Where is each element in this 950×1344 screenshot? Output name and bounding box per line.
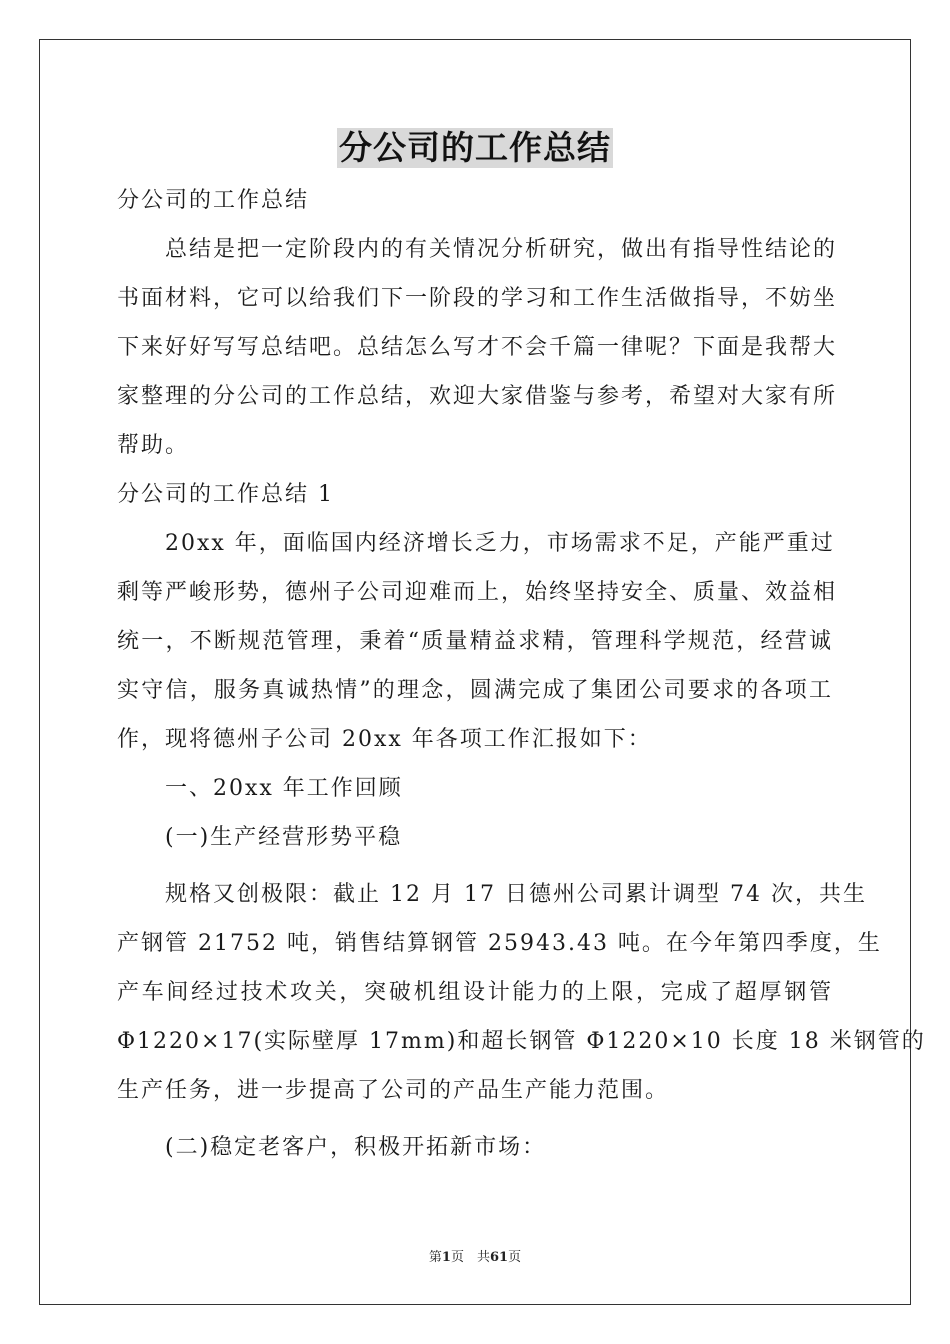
- sub-heading-production: (一)生产经营形势平稳: [165, 825, 403, 850]
- title-container: [0, 128, 950, 168]
- paragraph-line: 统一，不断规范管理，秉着“质量精益求精，管理科学规范，经营诚: [117, 629, 833, 654]
- paragraph-line: 产车间经过技术攻关，突破机组设计能力的上限，完成了超厚钢管: [117, 980, 833, 1005]
- paragraph-line: 实守信，服务真诚热情”的理念，圆满完成了集团公司要求的各项工: [117, 678, 833, 703]
- paragraph-overview: [117, 519, 838, 764]
- page-footer: [0, 1246, 950, 1265]
- footer-suffix: 页: [508, 1250, 522, 1265]
- heading-work-review: 一、20xx 年工作回顾: [165, 776, 403, 801]
- paragraph-line: 规格又创极限：截止 12 月 17 日德州公司累计调型 74 次，共生: [165, 882, 867, 907]
- document-title: 分公司的工作总结: [339, 128, 611, 167]
- footer-middle: 页 共: [450, 1250, 490, 1265]
- paragraph-line: Φ1220×17(实际壁厚 17mm)和超长钢管 Φ1220×10 长度 18 米钢管的: [117, 1029, 926, 1054]
- paragraph-line: 家整理的分公司的工作总结，欢迎大家借鉴与参考，希望对大家有所: [117, 384, 838, 409]
- intro-paragraph: [117, 225, 838, 470]
- paragraph-line: 产钢管 21752 吨，销售结算钢管 25943.43 吨。在今年第四季度，生: [117, 931, 882, 956]
- current-page-number: 1: [441, 1250, 451, 1265]
- section-heading: 分公司的工作总结 1: [117, 482, 334, 507]
- paragraph-line: 帮助。: [117, 433, 190, 458]
- paragraph-line: 剩等严峻形势，德州子公司迎难而上，始终坚持安全、质量、效益相: [117, 580, 838, 605]
- footer-prefix: 第: [428, 1250, 442, 1265]
- paragraph-line: 下来好好写写总结吧。总结怎么写才不会千篇一律呢？下面是我帮大: [117, 335, 838, 360]
- total-pages: 61: [489, 1250, 509, 1265]
- paragraph-line: 作，现将德州子公司 20xx 年各项工作汇报如下：: [117, 727, 652, 752]
- sub-heading-market: (二)稳定老客户，积极开拓新市场：: [165, 1135, 547, 1160]
- paragraph-line: 总结是把一定阶段内的有关情况分析研究，做出有指导性结论的: [165, 237, 838, 262]
- document-body: [117, 176, 926, 1172]
- subtitle: 分公司的工作总结: [117, 188, 310, 213]
- paragraph-line: 20xx 年，面临国内经济增长乏力，市场需求不足，产能严重过: [165, 531, 835, 556]
- paragraph-line: 生产任务，进一步提高了公司的产品生产能力范围。: [117, 1078, 670, 1103]
- paragraph-production: [117, 870, 926, 1115]
- paragraph-line: 书面材料，它可以给我们下一阶段的学习和工作生活做指导，不妨坐: [117, 286, 838, 311]
